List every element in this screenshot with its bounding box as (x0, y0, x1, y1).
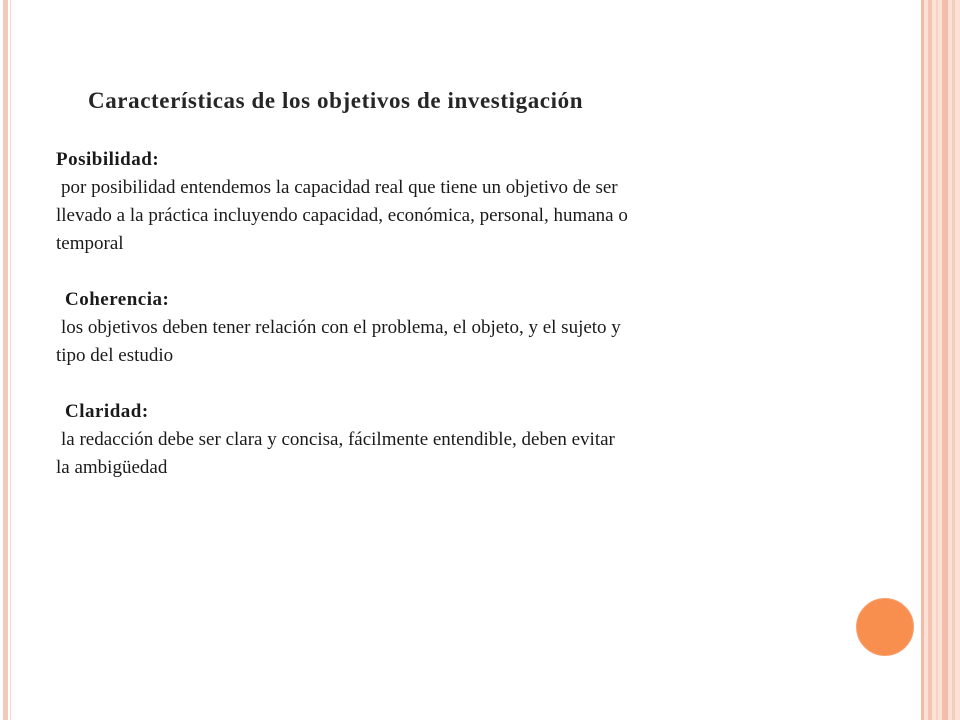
right-stripe (921, 0, 924, 720)
right-stripe (936, 0, 938, 720)
section-heading: Posibilidad: (56, 149, 160, 170)
accent-circle (856, 598, 914, 656)
right-stripe (942, 0, 948, 720)
text-line: temporal (56, 233, 124, 254)
slide-title: Características de los objetivos de investigación (88, 88, 584, 113)
text-line: la redacción debe ser clara y concisa, fácilmente entendible, deben evitar (61, 429, 615, 450)
slide-body (56, 146, 876, 510)
right-stripe (952, 0, 955, 720)
left-border-line (10, 0, 11, 720)
section-heading: Claridad: (65, 401, 149, 422)
text-line: llevado a la práctica incluyendo capacidad, económica, personal, humana o (56, 205, 628, 226)
section-text (56, 426, 876, 482)
right-stripe (928, 0, 932, 720)
section-coherencia (56, 286, 876, 370)
left-border-decoration (3, 0, 8, 720)
section-heading: Coherencia: (65, 289, 170, 310)
text-line: por posibilidad entendemos la capacidad real que tiene un objetivo de ser (61, 177, 618, 198)
text-line: la ambigüedad (56, 457, 168, 478)
section-claridad (56, 398, 876, 482)
section-text (56, 314, 876, 370)
text-line: tipo del estudio (56, 345, 174, 366)
section-text (56, 174, 876, 258)
section-posibilidad (56, 146, 876, 258)
text-line: los objetivos deben tener relación con el problema, el objeto, y el sujeto y (61, 317, 621, 338)
